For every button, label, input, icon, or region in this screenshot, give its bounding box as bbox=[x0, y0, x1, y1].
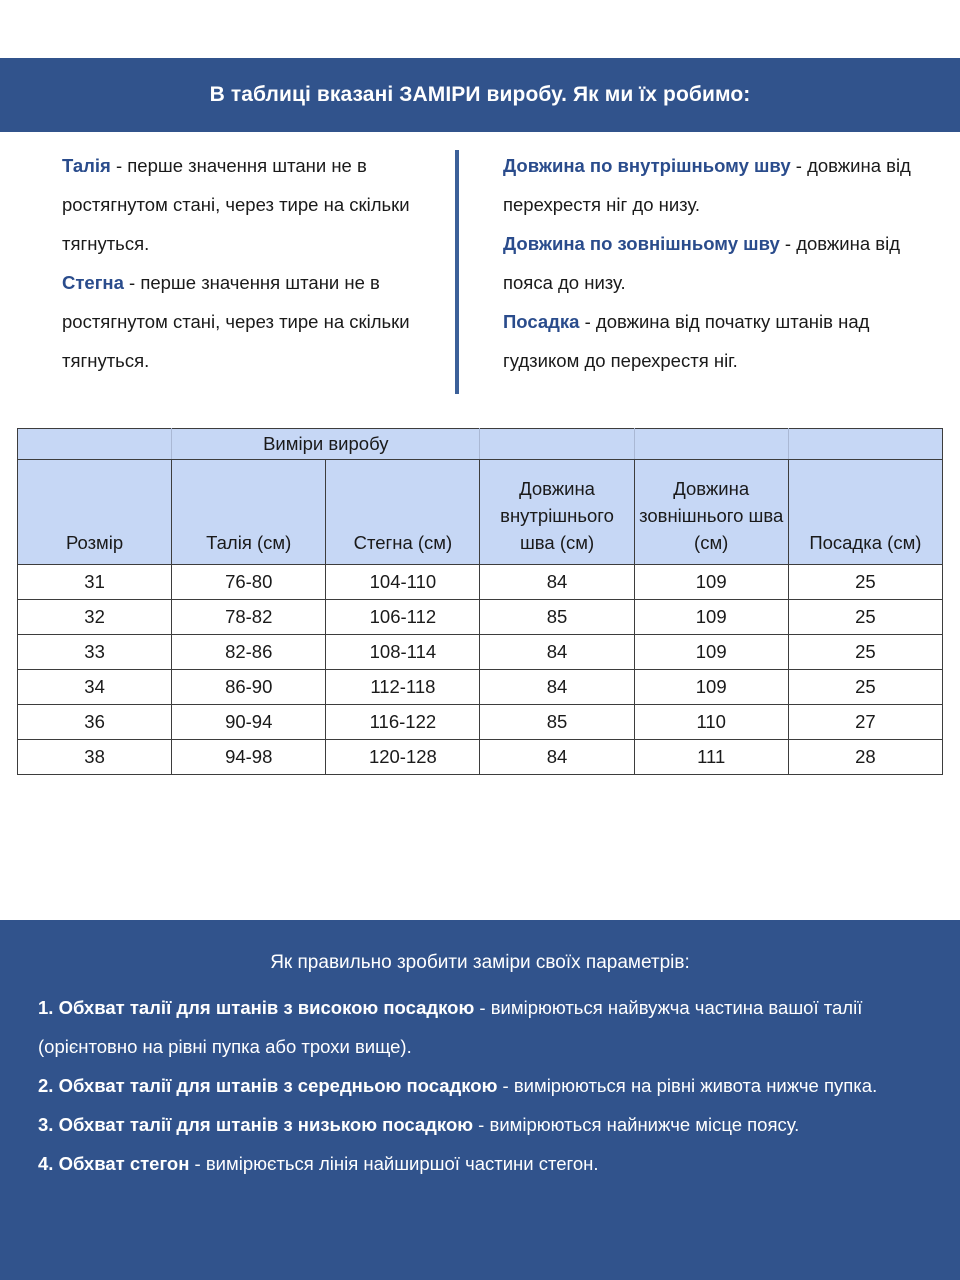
table-head bbox=[18, 429, 943, 565]
table-cell: 76-80 bbox=[172, 565, 326, 600]
definition-entry bbox=[62, 146, 442, 263]
group-header-spacer-a bbox=[480, 429, 634, 460]
table-row bbox=[18, 565, 943, 600]
definition-term: Стегна bbox=[62, 272, 124, 293]
instruction-item-heading: 2. Обхват талії для штанів з середньою посадкою bbox=[38, 1075, 498, 1096]
table-cell: 112-118 bbox=[326, 670, 480, 705]
column-header-2: Талія (см) bbox=[172, 460, 326, 565]
instruction-item-text: - вимірюються найвужча частина вашої талії (орієнтовно на рівні пупка або трохи вище). bbox=[38, 997, 863, 1057]
definition-description: - довжина від перехрестя ніг до низу. bbox=[503, 155, 911, 215]
definition-entry bbox=[503, 146, 933, 224]
table-cell: 111 bbox=[634, 740, 788, 775]
table-cell: 116-122 bbox=[326, 705, 480, 740]
table-cell: 104-110 bbox=[326, 565, 480, 600]
definition-entry bbox=[62, 263, 442, 380]
table-cell: 86-90 bbox=[172, 670, 326, 705]
cell-size: 31 bbox=[18, 565, 172, 600]
table-cell: 85 bbox=[480, 705, 634, 740]
cell-size: 36 bbox=[18, 705, 172, 740]
column-divider bbox=[455, 150, 459, 394]
table-cell: 25 bbox=[788, 565, 942, 600]
definition-entry bbox=[503, 302, 933, 380]
table-column-header-row bbox=[18, 460, 943, 565]
definition-description: - перше значення штани не в ростягнутом стані, через тире на скільки тягнуться. bbox=[62, 272, 410, 371]
cell-size: 38 bbox=[18, 740, 172, 775]
group-header-spacer-b bbox=[634, 429, 788, 460]
table-cell: 25 bbox=[788, 670, 942, 705]
table-cell: 84 bbox=[480, 740, 634, 775]
table-cell: 109 bbox=[634, 635, 788, 670]
definition-description: - перше значення штани не в ростягнутом стані, через тире на скільки тягнуться. bbox=[62, 155, 410, 254]
table-row bbox=[18, 600, 943, 635]
instructions-title: Як правильно зробити заміри своїх параметрів: bbox=[270, 952, 690, 973]
instruction-item-heading: 1. Обхват талії для штанів з високою посадкою bbox=[38, 997, 475, 1018]
table-cell: 84 bbox=[480, 670, 634, 705]
instruction-item bbox=[38, 1105, 922, 1144]
instruction-item-text: - вимірюються найнижче місце поясу. bbox=[473, 1114, 800, 1135]
instructions-list bbox=[38, 988, 922, 1183]
table-cell: 106-112 bbox=[326, 600, 480, 635]
group-header-spacer-right bbox=[788, 429, 942, 460]
table-cell: 90-94 bbox=[172, 705, 326, 740]
column-header-3: Стегна (см) bbox=[326, 460, 480, 565]
definition-term: Довжина по внутрішньому шву bbox=[503, 155, 791, 176]
table-cell: 27 bbox=[788, 705, 942, 740]
definition-term: Посадка bbox=[503, 311, 580, 332]
table-cell: 109 bbox=[634, 600, 788, 635]
definition-term: Довжина по зовнішньому шву bbox=[503, 233, 780, 254]
column-header-5: Довжина зовнішнього шва (см) bbox=[634, 460, 788, 565]
column-header-1: Розмір bbox=[18, 460, 172, 565]
table-cell: 78-82 bbox=[172, 600, 326, 635]
cell-size: 33 bbox=[18, 635, 172, 670]
table-cell: 108-114 bbox=[326, 635, 480, 670]
header-banner bbox=[0, 58, 960, 132]
column-header-4: Довжина внутрішнього шва (см) bbox=[480, 460, 634, 565]
table-cell: 120-128 bbox=[326, 740, 480, 775]
definition-entry bbox=[503, 224, 933, 302]
table-cell: 25 bbox=[788, 600, 942, 635]
table-cell: 82-86 bbox=[172, 635, 326, 670]
definition-description: - довжина від пояса до низу. bbox=[503, 233, 901, 293]
instruction-item bbox=[38, 1066, 922, 1105]
table-cell: 28 bbox=[788, 740, 942, 775]
definition-description: - довжина від початку штанів над гудзиком до перехрестя ніг. bbox=[503, 311, 870, 371]
table-row bbox=[18, 670, 943, 705]
table-cell: 94-98 bbox=[172, 740, 326, 775]
definitions-left-column bbox=[62, 146, 442, 380]
instruction-item-heading: 3. Обхват талії для штанів з низькою посадкою bbox=[38, 1114, 474, 1135]
table-cell: 84 bbox=[480, 635, 634, 670]
table-group-header-row bbox=[18, 429, 943, 460]
size-chart-table bbox=[17, 428, 943, 775]
definition-term: Талія bbox=[62, 155, 111, 176]
instruction-item-heading: 4. Обхват стегон bbox=[38, 1153, 190, 1174]
table-cell: 109 bbox=[634, 565, 788, 600]
column-header-6: Посадка (см) bbox=[788, 460, 942, 565]
cell-size: 34 bbox=[18, 670, 172, 705]
table-row bbox=[18, 635, 943, 670]
definitions-right-column bbox=[503, 146, 933, 380]
table-body bbox=[18, 565, 943, 775]
group-header-label: Виміри виробу bbox=[172, 429, 480, 460]
instructions-section bbox=[0, 920, 960, 1280]
group-header-spacer-left bbox=[18, 429, 172, 460]
instruction-item bbox=[38, 988, 922, 1066]
table-row bbox=[18, 740, 943, 775]
table-cell: 85 bbox=[480, 600, 634, 635]
table-row bbox=[18, 705, 943, 740]
table-cell: 25 bbox=[788, 635, 942, 670]
page-title: В таблиці вказані ЗАМІРИ виробу. Як ми їх робимо: bbox=[209, 83, 751, 106]
table-cell: 84 bbox=[480, 565, 634, 600]
table-cell: 109 bbox=[634, 670, 788, 705]
instruction-item-text: - вимірюються на рівні живота нижче пупка. bbox=[497, 1075, 878, 1096]
definitions-section bbox=[0, 146, 960, 396]
instruction-item-text: - вимірюється лінія найширшої частини стегон. bbox=[189, 1153, 599, 1174]
table-cell: 110 bbox=[634, 705, 788, 740]
cell-size: 32 bbox=[18, 600, 172, 635]
instruction-item bbox=[38, 1144, 922, 1183]
